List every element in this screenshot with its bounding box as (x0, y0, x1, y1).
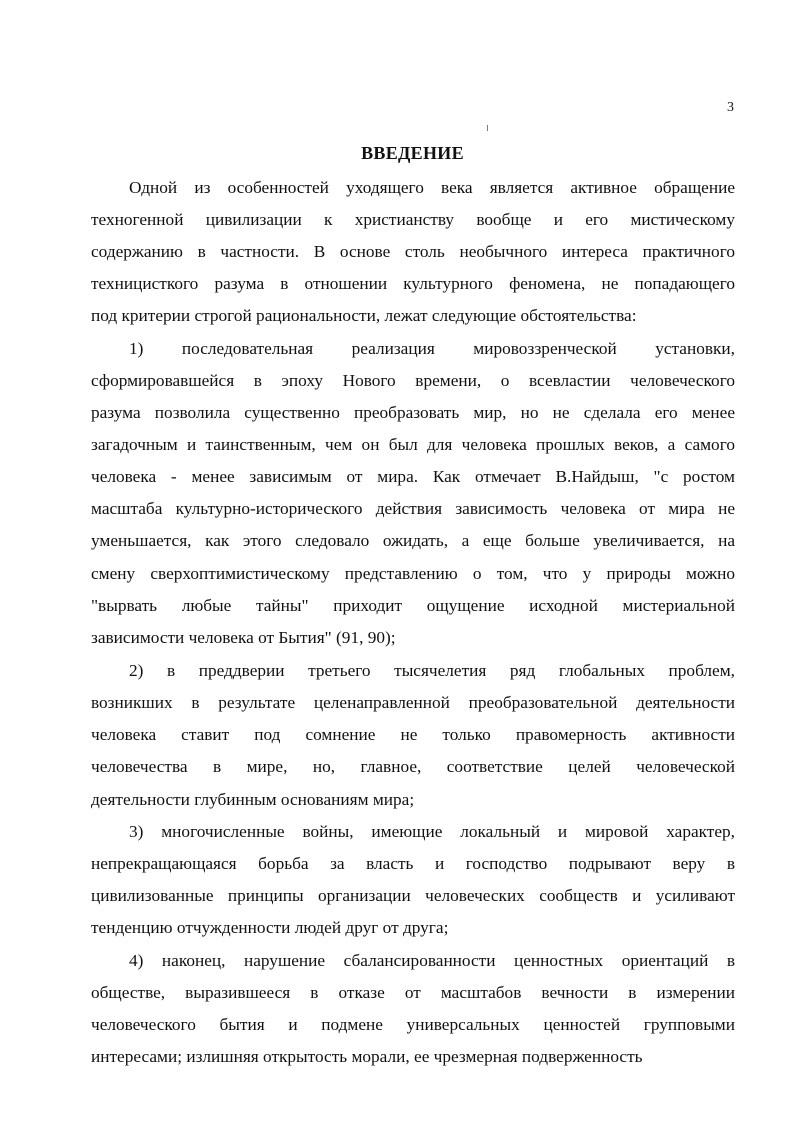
text-line: разума позволила существенно преобразовать мир, но не сделала его менее (91, 403, 735, 422)
text-line: техницисткого разума в отношении культурного феномена, не попадающего (91, 274, 735, 293)
text-line: человека - менее зависимым от мира. Как отмечает В.Найдыш, "с ростом (91, 467, 735, 486)
page-title: ВВЕДЕНИЕ (361, 143, 464, 163)
text-line: возникших в результате целенаправленной преобразовательной деятельности (91, 693, 735, 712)
text-line: человека ставит под сомнение не только правомерность активности (91, 725, 735, 744)
text-line: обществе, выразившееся в отказе от масштабов вечности в измерении (91, 983, 735, 1002)
text-line: деятельности глубинным основаниям мира; (91, 790, 415, 809)
text-line: непрекращающаяся борьба за власть и господство подрывают веру в (91, 854, 735, 873)
text-line: интересами; излишняя открытость морали, ее чрезмерная подверженность (91, 1047, 643, 1066)
text-line: 4) наконец, нарушение сбалансированности ценностных ориентаций в (129, 951, 735, 970)
page-number: 3 (727, 100, 734, 115)
text-line: техногенной цивилизации к христианству вообще и его мистическому (91, 210, 735, 229)
text-line: Одной из особенностей уходящего века является активное обращение (129, 178, 735, 197)
text-line: 2) в преддверии третьего тысячелетия ряд глобальных проблем, (129, 661, 735, 680)
text-line: 3) многочисленные войны, имеющие локальный и мировой характер, (129, 822, 735, 841)
text-line: цивилизованные принципы организации человеческих сообществ и усиливают (91, 886, 735, 905)
text-line: тенденцию отчужденности людей друг от друга; (91, 918, 449, 937)
text-line: 1) последовательная реализация мировоззренческой установки, (129, 339, 735, 358)
text-line: "вырвать любые тайны" приходит ощущение исходной мистериальной (91, 596, 735, 615)
text-line: загадочным и таинственным, чем он был для человека прошлых веков, а самого (91, 435, 735, 454)
text-line: под критерии строгой рациональности, лежат следующие обстоятельства: (91, 306, 637, 325)
text-line: содержанию в частности. В основе столь необычного интереса практичного (91, 242, 735, 261)
text-line: зависимости человека от Бытия" (91, 90); (91, 628, 396, 647)
text-line: человеческого бытия и подмене универсальных ценностей групповыми (91, 1015, 735, 1034)
text-line: масштаба культурно-исторического действия зависимость человека от мира не (91, 499, 735, 518)
scan-speck (487, 125, 488, 131)
text-line: человечества в мире, но, главное, соответствие целей человеческой (91, 757, 735, 776)
text-line: сформировавшейся в эпоху Нового времени, о всевластии человеческого (91, 371, 735, 390)
text-line: смену сверхоптимистическому представлению о том, что у природы можно (91, 564, 735, 583)
text-line: уменьшается, как этого следовало ожидать, а еще больше увеличивается, на (91, 531, 735, 550)
